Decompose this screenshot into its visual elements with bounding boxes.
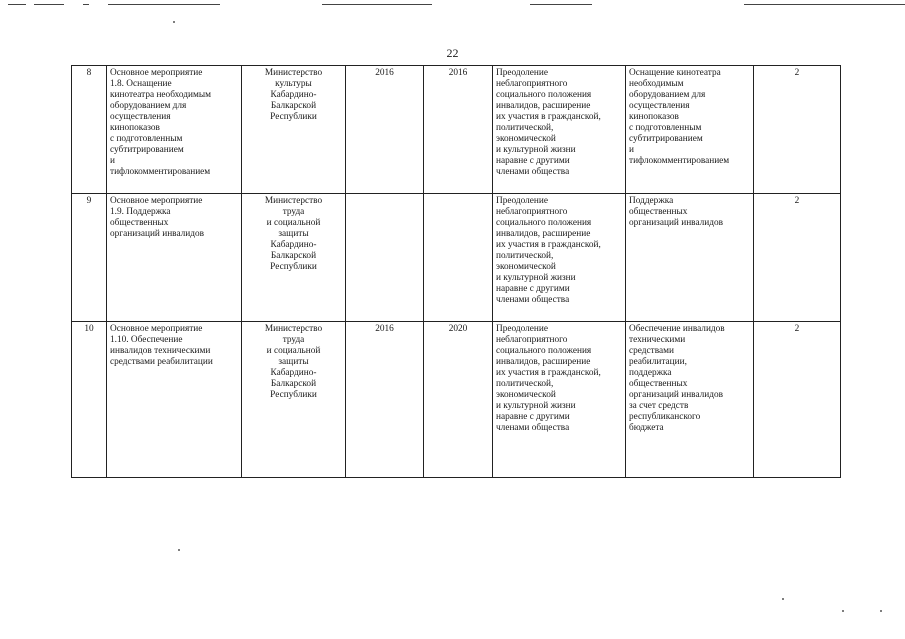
expected-result-cell: Преодоление неблагоприятного социального положения инвалидов, расширение их участия в гражданской, политической, экономической и культурной жизни наравне с другими членами общества <box>493 194 626 322</box>
row-number-cell: 8 <box>72 66 107 194</box>
start-year-cell <box>346 194 424 322</box>
scan-artifact-line <box>744 4 905 5</box>
row-number-cell: 10 <box>72 322 107 478</box>
consequence-cell: Поддержка общественных организаций инвалидов <box>626 194 754 322</box>
executor-cell: Министерство культуры Кабардино- Балкарской Республики <box>242 66 346 194</box>
scan-artifact-line <box>8 4 26 5</box>
end-year-cell: 2016 <box>424 66 493 194</box>
expected-result-cell: Преодоление неблагоприятного социального положения инвалидов, расширение их участия в гражданской, политической, экономической и культурной жизни наравне с другими членами общества <box>493 66 626 194</box>
consequence-cell: Обеспечение инвалидов техническими средствами реабилитации, поддержка общественных организаций инвалидов за счет средств республиканского бюджета <box>626 322 754 478</box>
scan-artifact-line <box>108 4 220 5</box>
scan-artifact-line <box>530 4 592 5</box>
scan-speck <box>842 610 844 612</box>
page-number: 22 <box>446 46 459 60</box>
indicator-cell: 2 <box>754 66 841 194</box>
activity-cell: Основное мероприятие 1.9. Поддержка общественных организаций инвалидов <box>107 194 242 322</box>
scan-speck <box>178 549 180 551</box>
scan-artifact-line <box>322 4 432 5</box>
indicator-cell: 2 <box>754 322 841 478</box>
indicator-cell: 2 <box>754 194 841 322</box>
executor-cell: Министерство труда и социальной защиты Кабардино- Балкарской Республики <box>242 194 346 322</box>
table-row <box>72 66 841 194</box>
start-year-cell: 2016 <box>346 66 424 194</box>
activity-cell: Основное мероприятие 1.10. Обеспечение инвалидов техническими средствами реабилитации <box>107 322 242 478</box>
scan-artifact-line <box>34 4 64 5</box>
scan-speck <box>173 21 175 23</box>
scan-speck <box>880 610 882 612</box>
scan-artifact-line <box>83 4 89 5</box>
executor-cell: Министерство труда и социальной защиты Кабардино- Балкарской Республики <box>242 322 346 478</box>
activity-cell: Основное мероприятие 1.8. Оснащение кинотеатра необходимым оборудованием для осуществления кинопоказов с подготовленным субтитрированием и тифлокомментированием <box>107 66 242 194</box>
expected-result-cell: Преодоление неблагоприятного социального положения инвалидов, расширение их участия в гражданской, политической, экономической и культурной жизни наравне с другими членами общества <box>493 322 626 478</box>
scan-speck <box>782 598 784 600</box>
table-row <box>72 194 841 322</box>
end-year-cell <box>424 194 493 322</box>
start-year-cell: 2016 <box>346 322 424 478</box>
consequence-cell: Оснащение кинотеатра необходимым оборудованием для осуществления кинопоказов с подготовленным субтитрированием и тифлокомментированием <box>626 66 754 194</box>
row-number-cell: 9 <box>72 194 107 322</box>
end-year-cell: 2020 <box>424 322 493 478</box>
table-row <box>72 322 841 478</box>
measures-table <box>71 65 841 478</box>
